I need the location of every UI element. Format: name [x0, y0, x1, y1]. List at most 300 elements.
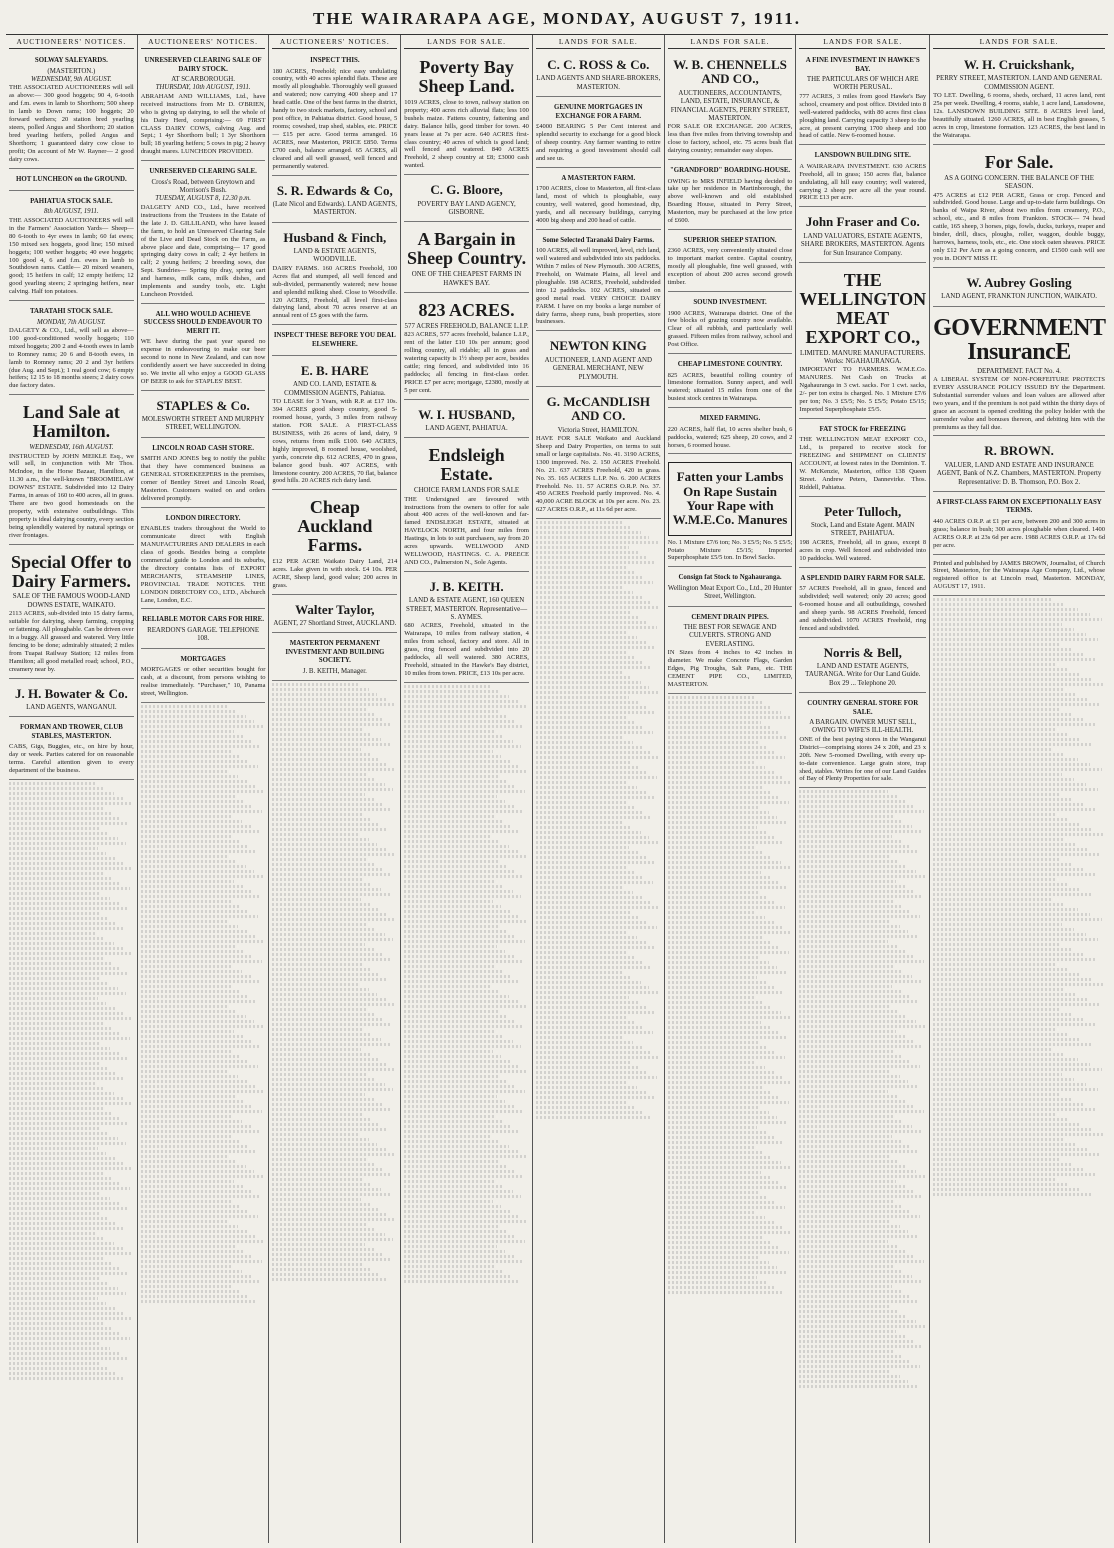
print-line: [799, 855, 889, 858]
print-line: [668, 891, 759, 894]
advertisement: [141, 163, 266, 304]
advertisement: [272, 225, 397, 326]
ad-title: STAPLES & Co.: [156, 397, 250, 413]
print-line: [141, 760, 250, 763]
print-line: [536, 1041, 633, 1044]
ad-subtitle: Wellington Meat Export Co., Ltd., 20 Hunter Street, Wellington.: [667, 584, 793, 601]
ad-title: INSPECT THESE BEFORE YOU DEAL ELSEWHERE.: [273, 332, 396, 348]
print-line: [536, 1091, 646, 1094]
print-line: [933, 878, 1057, 881]
print-line: [404, 865, 506, 868]
ad-title: LONDON DIRECTORY.: [165, 514, 241, 522]
print-line: [141, 875, 263, 878]
print-line: [404, 1035, 504, 1038]
ad-subtitle: POVERTY BAY LAND AGENCY, GISBORNE.: [417, 200, 516, 216]
print-line: [404, 1135, 491, 1138]
ad-date: WEDNESDAY, 16th AUGUST.: [29, 444, 114, 452]
print-line: [272, 973, 379, 976]
print-line: [933, 1038, 1081, 1041]
print-line: [536, 526, 632, 529]
print-line: [933, 738, 1081, 741]
print-line: [799, 1355, 902, 1358]
print-line: [9, 907, 127, 910]
advertisement: [933, 494, 1105, 555]
print-line: [799, 1015, 907, 1018]
print-line: [272, 703, 394, 706]
ad-body-text: 823 ACRES, 577 acres freehold, balance L.I.P., rent of the latter £10 10s per annum; good rolling country, all ridable; all in grass and watering capacity is 1½ sheep per acre, besides cattle; ring fenced, and subdivided into 16 paddocks; all fencing in first-class order. PRICE £7 per acre; mortgage, £2380, mostly at 5 per cent.: [404, 331, 529, 394]
ad-title: LINCOLN ROAD CASH STORE.: [152, 444, 254, 452]
print-line: [272, 853, 394, 856]
print-line: [272, 1228, 376, 1231]
print-line: [668, 1121, 786, 1124]
print-line: [141, 1285, 231, 1288]
print-line: [404, 1125, 511, 1128]
advertisement: [799, 421, 926, 497]
advertisement: [9, 397, 134, 544]
print-line: [536, 976, 632, 979]
print-line: [933, 783, 1086, 786]
ad-title: A Bargain in Sheep Country.: [407, 229, 527, 269]
print-line: [668, 861, 782, 864]
print-line: [536, 1011, 656, 1014]
print-line: [9, 1002, 106, 1005]
print-line: [933, 888, 1081, 891]
print-line: [9, 847, 98, 850]
print-line: [404, 700, 518, 703]
ad-date: MONDAY, 7th AUGUST.: [36, 318, 106, 326]
print-line: [272, 828, 388, 831]
print-line: [536, 881, 653, 884]
ad-body-text: IMPORTANT TO FARMERS. W.M.E.Co. MANURES. Net Cash on Trucks at Ngahauranga in 3 cwt. sacks. For 1 cwt. sacks, 2/- per ton extra is charged. No. 1 Mixture £7/6 per ton; No. 3 £5/5; No. 5 £5/5; Potato £5/15; Imported Superphosphate £5/5.: [799, 366, 927, 413]
print-line: [668, 956, 760, 959]
print-line: [536, 926, 657, 929]
print-line: [933, 1023, 1096, 1026]
print-line: [404, 1015, 506, 1018]
advertisement: [799, 209, 926, 263]
print-line: [536, 876, 645, 879]
print-line: [272, 1068, 395, 1071]
print-line: [9, 1012, 124, 1015]
print-line: [933, 608, 1077, 611]
print-line: [272, 1243, 364, 1246]
print-line: [933, 1148, 1088, 1151]
print-line: [9, 932, 96, 935]
print-line: [404, 1190, 513, 1193]
print-line: [536, 641, 646, 644]
print-line: [272, 808, 390, 811]
print-line: [141, 1005, 228, 1008]
print-line: [668, 1056, 785, 1059]
print-line: [404, 945, 496, 948]
print-line: [404, 695, 509, 698]
print-line: [404, 955, 514, 958]
ad-subtitle: AND CO. LAND, ESTATE & COMMISSION AGENTS, Pahiatua.: [284, 381, 386, 397]
print-line: [536, 1111, 643, 1114]
print-line: [933, 753, 1065, 756]
ad-title: CEMENT DRAIN PIPES.: [691, 613, 769, 621]
advertisement: [9, 547, 134, 679]
print-line: [799, 1265, 894, 1268]
ad-title: Some Selected Taranaki Dairy Farms.: [542, 236, 655, 244]
ad-title: FAT STOCK for FREEZING: [819, 425, 906, 433]
advertisement: [9, 171, 134, 191]
print-line: [141, 1155, 228, 1158]
print-line: [9, 1082, 96, 1085]
print-line: [272, 998, 386, 1001]
print-line: [536, 991, 658, 994]
print-line: [799, 1060, 910, 1063]
print-line: [272, 743, 389, 746]
print-line: [668, 701, 764, 704]
print-line: [9, 992, 126, 995]
print-line: [141, 920, 230, 923]
print-line: [9, 1077, 125, 1080]
print-line: [668, 1086, 763, 1089]
print-line: [141, 1190, 252, 1193]
print-line: [404, 735, 504, 738]
print-line: [9, 787, 105, 790]
print-line: [404, 1280, 520, 1283]
print-line: [9, 792, 114, 795]
print-line: [536, 636, 637, 639]
print-line: [404, 1060, 510, 1063]
advertisement: [933, 557, 1105, 597]
print-line: [799, 995, 909, 998]
print-line: [536, 1021, 636, 1024]
print-line: [404, 910, 510, 913]
print-line: [404, 1200, 493, 1203]
print-line: [799, 1375, 899, 1378]
print-line: [536, 716, 627, 719]
print-line: [933, 673, 1079, 676]
advertisement: [272, 597, 397, 634]
print-line: [536, 1031, 653, 1034]
print-line: [9, 1177, 113, 1180]
ad-subtitle: ONE OF THE CHEAPEST FARMS IN HAWKE'S BAY.: [411, 271, 522, 287]
print-line: [141, 1200, 232, 1203]
print-line: [933, 1053, 1065, 1056]
print-line: [668, 746, 768, 749]
print-line: [799, 965, 894, 968]
print-line: [272, 1208, 378, 1211]
print-line: [9, 1197, 110, 1200]
print-line: [141, 725, 263, 728]
print-line: [272, 1138, 368, 1141]
print-line: [141, 1240, 264, 1243]
print-line: [668, 926, 783, 929]
print-line: [141, 855, 228, 858]
ad-body-text: 825 ACRES, beautiful rolling country of limestone formation. Sunny aspect, and well watered; situated 15 miles from one of the busiest stock centres in Wairarapa.: [667, 371, 793, 403]
print-line: [272, 1203, 369, 1206]
ad-body-text: A WAIRARAPA INVESTMENT. 630 ACRES Freehold, all in grass; 150 acres flat, balance undulating, all hill easy country; well watered, carrying 2 sheep per acre all the year round. PRICE £13 per acre.: [799, 162, 927, 202]
print-line: [404, 1180, 495, 1183]
print-line: [799, 975, 912, 978]
print-line: [799, 890, 913, 893]
print-line: [141, 1060, 250, 1063]
print-line: [668, 1221, 774, 1224]
print-line: [933, 808, 1095, 811]
print-line: [536, 521, 623, 524]
print-line: [536, 546, 630, 549]
print-line: [933, 1128, 1091, 1131]
print-line: [536, 841, 658, 844]
print-line: [933, 943, 1058, 946]
print-line: [933, 938, 1098, 941]
print-line: [9, 1112, 111, 1115]
print-line: [933, 668, 1067, 671]
print-line: [668, 886, 788, 889]
print-line: [536, 621, 648, 624]
print-line: [799, 1335, 904, 1338]
print-line: [536, 1116, 652, 1119]
print-line: [272, 1143, 377, 1146]
print-line: [141, 1140, 240, 1143]
print-line: [536, 731, 653, 734]
print-line: [668, 1021, 762, 1024]
print-line: [404, 705, 526, 708]
ad-title: RELIABLE MOTOR CARS FOR HIRE.: [142, 616, 265, 624]
advertisement: [668, 456, 793, 567]
print-line: [668, 1251, 789, 1254]
print-line: [668, 756, 785, 759]
print-line: [933, 858, 1060, 861]
print-line: [9, 1152, 106, 1155]
ad-body-text: THE ASSOCIATED AUCTIONEERS will sell as above:— 300 good hoggets; 90 4, 6-tooth and f.m. ewes in lamb to Shorthorn; 500 sheep in lamb to Down rams; 100 hoggets; 20 forward wethers; 20 station bred yearling steers, polled Angus and Shorthorn; 20 station bred yearling heifers, polled Angus and Shorthorn; 1 guaranteed dairy cow close to profit; On account of Mr W. Rayner— 2 good dairy cows.: [9, 84, 134, 163]
print-line: [404, 975, 511, 978]
print-line: [536, 811, 643, 814]
print-line: [404, 860, 498, 863]
print-line: [141, 815, 233, 818]
print-line: [404, 710, 498, 713]
ad-body-text: A LIBERAL SYSTEM OF NON-FORFEITURE PROTECTS EVERY ASSURANCE POLICY ISSUED BY the Department. Substantial surrender values and loan values are allowed after two years, and if the premium is not paid within the thirty days of grace an account is opened crediting the policy holder with the surrender value and bonuses thereon, and debiting him with the premiums as they fall due.: [933, 375, 1106, 431]
ad-body-text: MORTGAGES or other securities bought for cash, at a discount, from persons wishing to realise immediately. "Purchaser," 10, Panama street, Wellington.: [140, 666, 266, 697]
print-line: [799, 1045, 922, 1048]
print-line: [799, 1280, 921, 1283]
print-line: [536, 821, 623, 824]
print-line: [668, 1001, 764, 1004]
ad-title: SUPERIOR SHEEP STATION.: [683, 237, 777, 245]
print-line: [668, 976, 758, 979]
print-line: [933, 1088, 1098, 1091]
print-line: [404, 770, 527, 773]
print-line: [668, 1166, 790, 1169]
print-line: [141, 840, 240, 843]
print-line: [141, 1235, 256, 1238]
advertisement: [933, 438, 1105, 492]
print-line: [933, 963, 1055, 966]
print-line: [9, 1322, 104, 1325]
print-line: [668, 706, 773, 709]
print-line: [404, 1020, 515, 1023]
print-line: [668, 711, 782, 714]
print-line: [536, 686, 650, 689]
print-line: [404, 1025, 524, 1028]
print-line: [9, 1027, 113, 1030]
print-line: [668, 1261, 769, 1264]
print-line: [933, 1173, 1096, 1176]
print-line: [404, 890, 513, 893]
print-line: [799, 1120, 903, 1123]
print-line: [799, 1215, 919, 1218]
ad-title: Peter Tulloch,: [824, 503, 902, 519]
print-line: [9, 1342, 101, 1345]
ad-title: GENUINE MORTGAGES IN EXCHANGE FOR A FARM.: [554, 104, 643, 120]
print-line: [536, 781, 628, 784]
ad-title: SOLWAY SALEYARDS.: [34, 57, 108, 65]
print-line: [799, 1275, 912, 1278]
advertisement: [668, 356, 793, 408]
ad-title: Fatten your Lambs On Rape Sustain Your Rape with W.M.E.Co. Manures: [672, 469, 788, 528]
print-line: [536, 996, 630, 999]
ad-body-text: INSTRUCTED by JOHN MEIKLE Esq., we will sell, in conjunction with Mr Thos. McIndoe, in the Horse Bazaar, Hamilton, at 11.30 a.m., the well-known "BROOMIELAW DOWNS" ESTATE. Subdivided into 12 Dairy Farms, in areas of 160 to 400 acres, all in grass. There are two good homesteads on the property, with extensive outbuildings. This property is ideal dairying country, every section being splendidly watered by natural springs or river frontages.: [9, 452, 134, 539]
print-line: [9, 1267, 120, 1270]
ad-title: J. H. Bowater & Co.: [14, 685, 128, 701]
print-line: [9, 1167, 132, 1170]
print-line: [536, 596, 642, 599]
print-line: [272, 913, 387, 916]
ad-title: Cheap Auckland Farms.: [297, 497, 373, 556]
ad-body-text: DAIRY FARMS. 160 ACRES Freehold, 100 Acres flat and stumped, all well fenced and sub-divided, permanently watered; new house and splendid milking shed. Close to Woodville. 120 ACRES, Freehold, all level first-class dairying land, about 70 acres reserve at an annual rent of £5 goes with the farm.: [272, 264, 398, 320]
print-line: [9, 922, 116, 925]
ad-title: Poverty Bay Sheep Land.: [418, 57, 515, 97]
print-line: [536, 1036, 625, 1039]
print-line: [933, 778, 1074, 781]
print-line: [9, 1062, 99, 1065]
print-line: [141, 975, 251, 978]
column-1: [6, 35, 138, 1543]
ad-title: G. McCANDLISH AND CO.: [546, 393, 650, 424]
ad-title: SOUND INVESTMENT.: [693, 299, 767, 307]
print-line: [141, 805, 253, 808]
print-line: [536, 751, 651, 754]
print-line: [272, 1078, 376, 1081]
print-line: [404, 1050, 493, 1053]
ad-body-text: 2113 ACRES, sub-divided into 15 dairy farms, suitable for dairying, sheep farming, cropping or fattening. All ploughable. Can be driven over in a buggy. All grassed and watered. Very little fencing to be done; admirably situated; 2 miles from Tuapai Railway Station; 12 miles from Hamilton; all good metalled road; school, P.O., creamery near by.: [9, 610, 134, 673]
print-line: [933, 1058, 1077, 1061]
print-line: [141, 1220, 230, 1223]
print-line: [668, 1256, 760, 1259]
print-line: [9, 832, 109, 835]
print-line: [933, 693, 1076, 696]
print-line: [141, 1265, 233, 1268]
print-line: [141, 980, 259, 983]
print-line: [9, 802, 131, 805]
print-line: [272, 1268, 371, 1271]
print-line: [9, 842, 126, 845]
advertisement: [536, 99, 661, 167]
print-line: [933, 1048, 1053, 1051]
print-line: [933, 703, 1100, 706]
print-line: [668, 741, 759, 744]
print-line: [668, 1231, 791, 1234]
print-line: [272, 903, 369, 906]
print-line: [404, 725, 524, 728]
print-line: [799, 1025, 924, 1028]
print-line: [404, 875, 524, 878]
print-line: [141, 1180, 235, 1183]
print-line: [668, 1241, 772, 1244]
ad-body-text: £4000 BEARING 5 Per Cent interest and splendid security to exchange for a good block of sheep country. Any farmer wanting to retire and requiring a good investment should call and see us.: [535, 123, 661, 162]
print-line: [799, 1370, 890, 1373]
boxed-ad: [668, 462, 793, 535]
column-header: LANDS FOR SALE.: [799, 35, 926, 49]
print-line: [9, 1352, 119, 1355]
print-line: [141, 745, 261, 748]
print-line: [9, 852, 106, 855]
print-line: [536, 696, 630, 699]
print-line: [404, 1075, 499, 1078]
print-line: [668, 1201, 777, 1204]
print-line: [272, 943, 364, 946]
print-line: [668, 1291, 784, 1294]
ad-title: Norris & Bell,: [823, 644, 902, 660]
ad-subtitle: Cross's Road, between Greytown and Morrison's Bush.: [151, 178, 255, 195]
ad-subtitle: LAND AND ESTATE AGENTS, TAURANGA. Write for Our Land Guide. Box 29 ... Telephone 20.: [805, 662, 921, 687]
print-line: [933, 958, 1095, 961]
print-line: [536, 771, 648, 774]
ad-title: THE WELLINGTON MEAT EXPORT CO.,: [799, 269, 927, 347]
print-line: [933, 768, 1101, 771]
print-line: [141, 830, 259, 833]
print-line: [799, 910, 910, 913]
print-line: [9, 827, 100, 830]
print-line: [933, 908, 1077, 911]
print-line: [799, 1325, 924, 1328]
print-line: [536, 1016, 627, 1019]
ad-date: THURSDAY, 10th AUGUST, 1911.: [155, 84, 251, 92]
print-line: [272, 958, 390, 961]
print-line: [668, 801, 789, 804]
print-line: [668, 786, 763, 789]
print-line: [933, 688, 1064, 691]
column-header: AUCTIONEERS' NOTICES.: [141, 35, 266, 49]
print-line: [933, 643, 1058, 646]
print-line: [9, 1307, 115, 1310]
print-line: [141, 1145, 248, 1148]
print-line: [799, 1300, 918, 1303]
print-line: [141, 750, 232, 753]
ad-body-text: FOR SALE OR EXCHANGE. 200 ACRES, less than five miles from thriving township and close to factory, school, etc. 75 acres bush flat dairying country; remainder easy slopes.: [667, 123, 793, 155]
print-line: [9, 1117, 120, 1120]
print-line: [536, 1101, 626, 1104]
print-line: [933, 648, 1071, 651]
print-line: [404, 1195, 521, 1198]
print-line: [536, 661, 643, 664]
print-line: [9, 1377, 125, 1380]
print-line: [668, 1011, 782, 1014]
print-line: [272, 1273, 379, 1276]
print-line: [933, 1133, 1103, 1136]
print-line: [668, 1181, 779, 1184]
print-line: [272, 1013, 374, 1016]
print-line: [141, 945, 236, 948]
print-line: [9, 947, 123, 950]
print-line: [799, 795, 897, 798]
print-line: [404, 950, 505, 953]
print-line: [536, 676, 632, 679]
print-line: [668, 821, 786, 824]
ad-body-text: 440 ACRES O.R.P. at £1 per acre, between 200 and 300 acres in grass; balance in bush; 300 acres ploughable when cleared. 1400 ACRES O.R.P. at 23s 6d per acre. 1988 ACRES O.R.P. at 17s 6d per acre.: [933, 517, 1106, 549]
print-line: [9, 1357, 127, 1360]
print-line: [668, 1161, 782, 1164]
print-line: [668, 986, 775, 989]
print-line: [536, 981, 641, 984]
print-line: [272, 923, 367, 926]
print-line: [141, 770, 230, 773]
print-line: [9, 967, 120, 970]
print-line: [933, 1108, 1095, 1111]
print-line: [799, 1020, 916, 1023]
